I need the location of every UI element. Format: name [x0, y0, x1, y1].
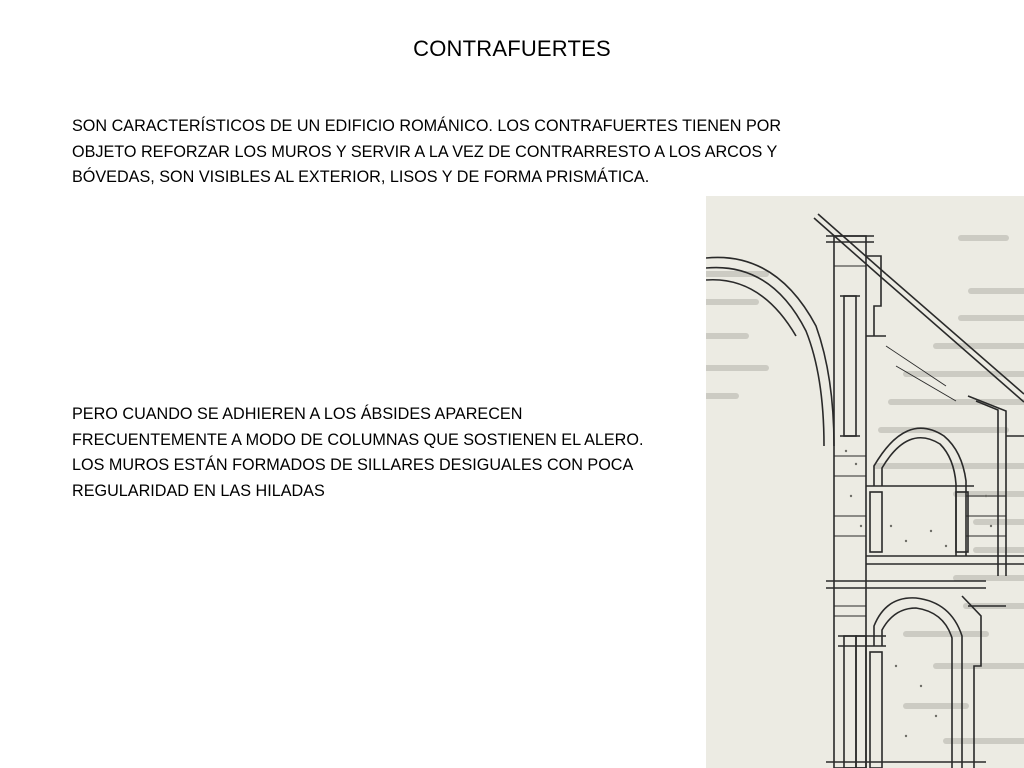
text-line: SON CARACTERÍSTICOS DE UN EDIFICIO ROMÁNICO. LOS CONTRAFUERTES TIENEN POR [72, 117, 782, 135]
slide-title: CONTRAFUERTES [413, 36, 611, 61]
paragraph-contrafuertes-intro [72, 114, 781, 191]
text-line: REGULARIDAD EN LAS HILADAS [72, 481, 325, 500]
text-line: OBJETO REFORZAR LOS MUROS Y SERVIR A LA VEZ DE CONTRARRESTO A LOS ARCOS Y [72, 142, 778, 161]
architectural-section-drawing-icon [706, 196, 1024, 768]
paragraph-absides [72, 402, 643, 504]
text-line: PERO CUANDO SE ADHIEREN A LOS ÁBSIDES APARECEN [72, 405, 523, 423]
text-line: BÓVEDAS, SON VISIBLES AL EXTERIOR, LISOS Y DE FORMA PRISMÁTICA. [72, 168, 650, 186]
romanesque-section-drawing [706, 196, 1024, 768]
text-line: LOS MUROS ESTÁN FORMADOS DE SILLARES DESIGUALES CON POCA [72, 456, 634, 474]
text-line: FRECUENTEMENTE A MODO DE COLUMNAS QUE SOSTIENEN EL ALERO. [72, 430, 644, 449]
